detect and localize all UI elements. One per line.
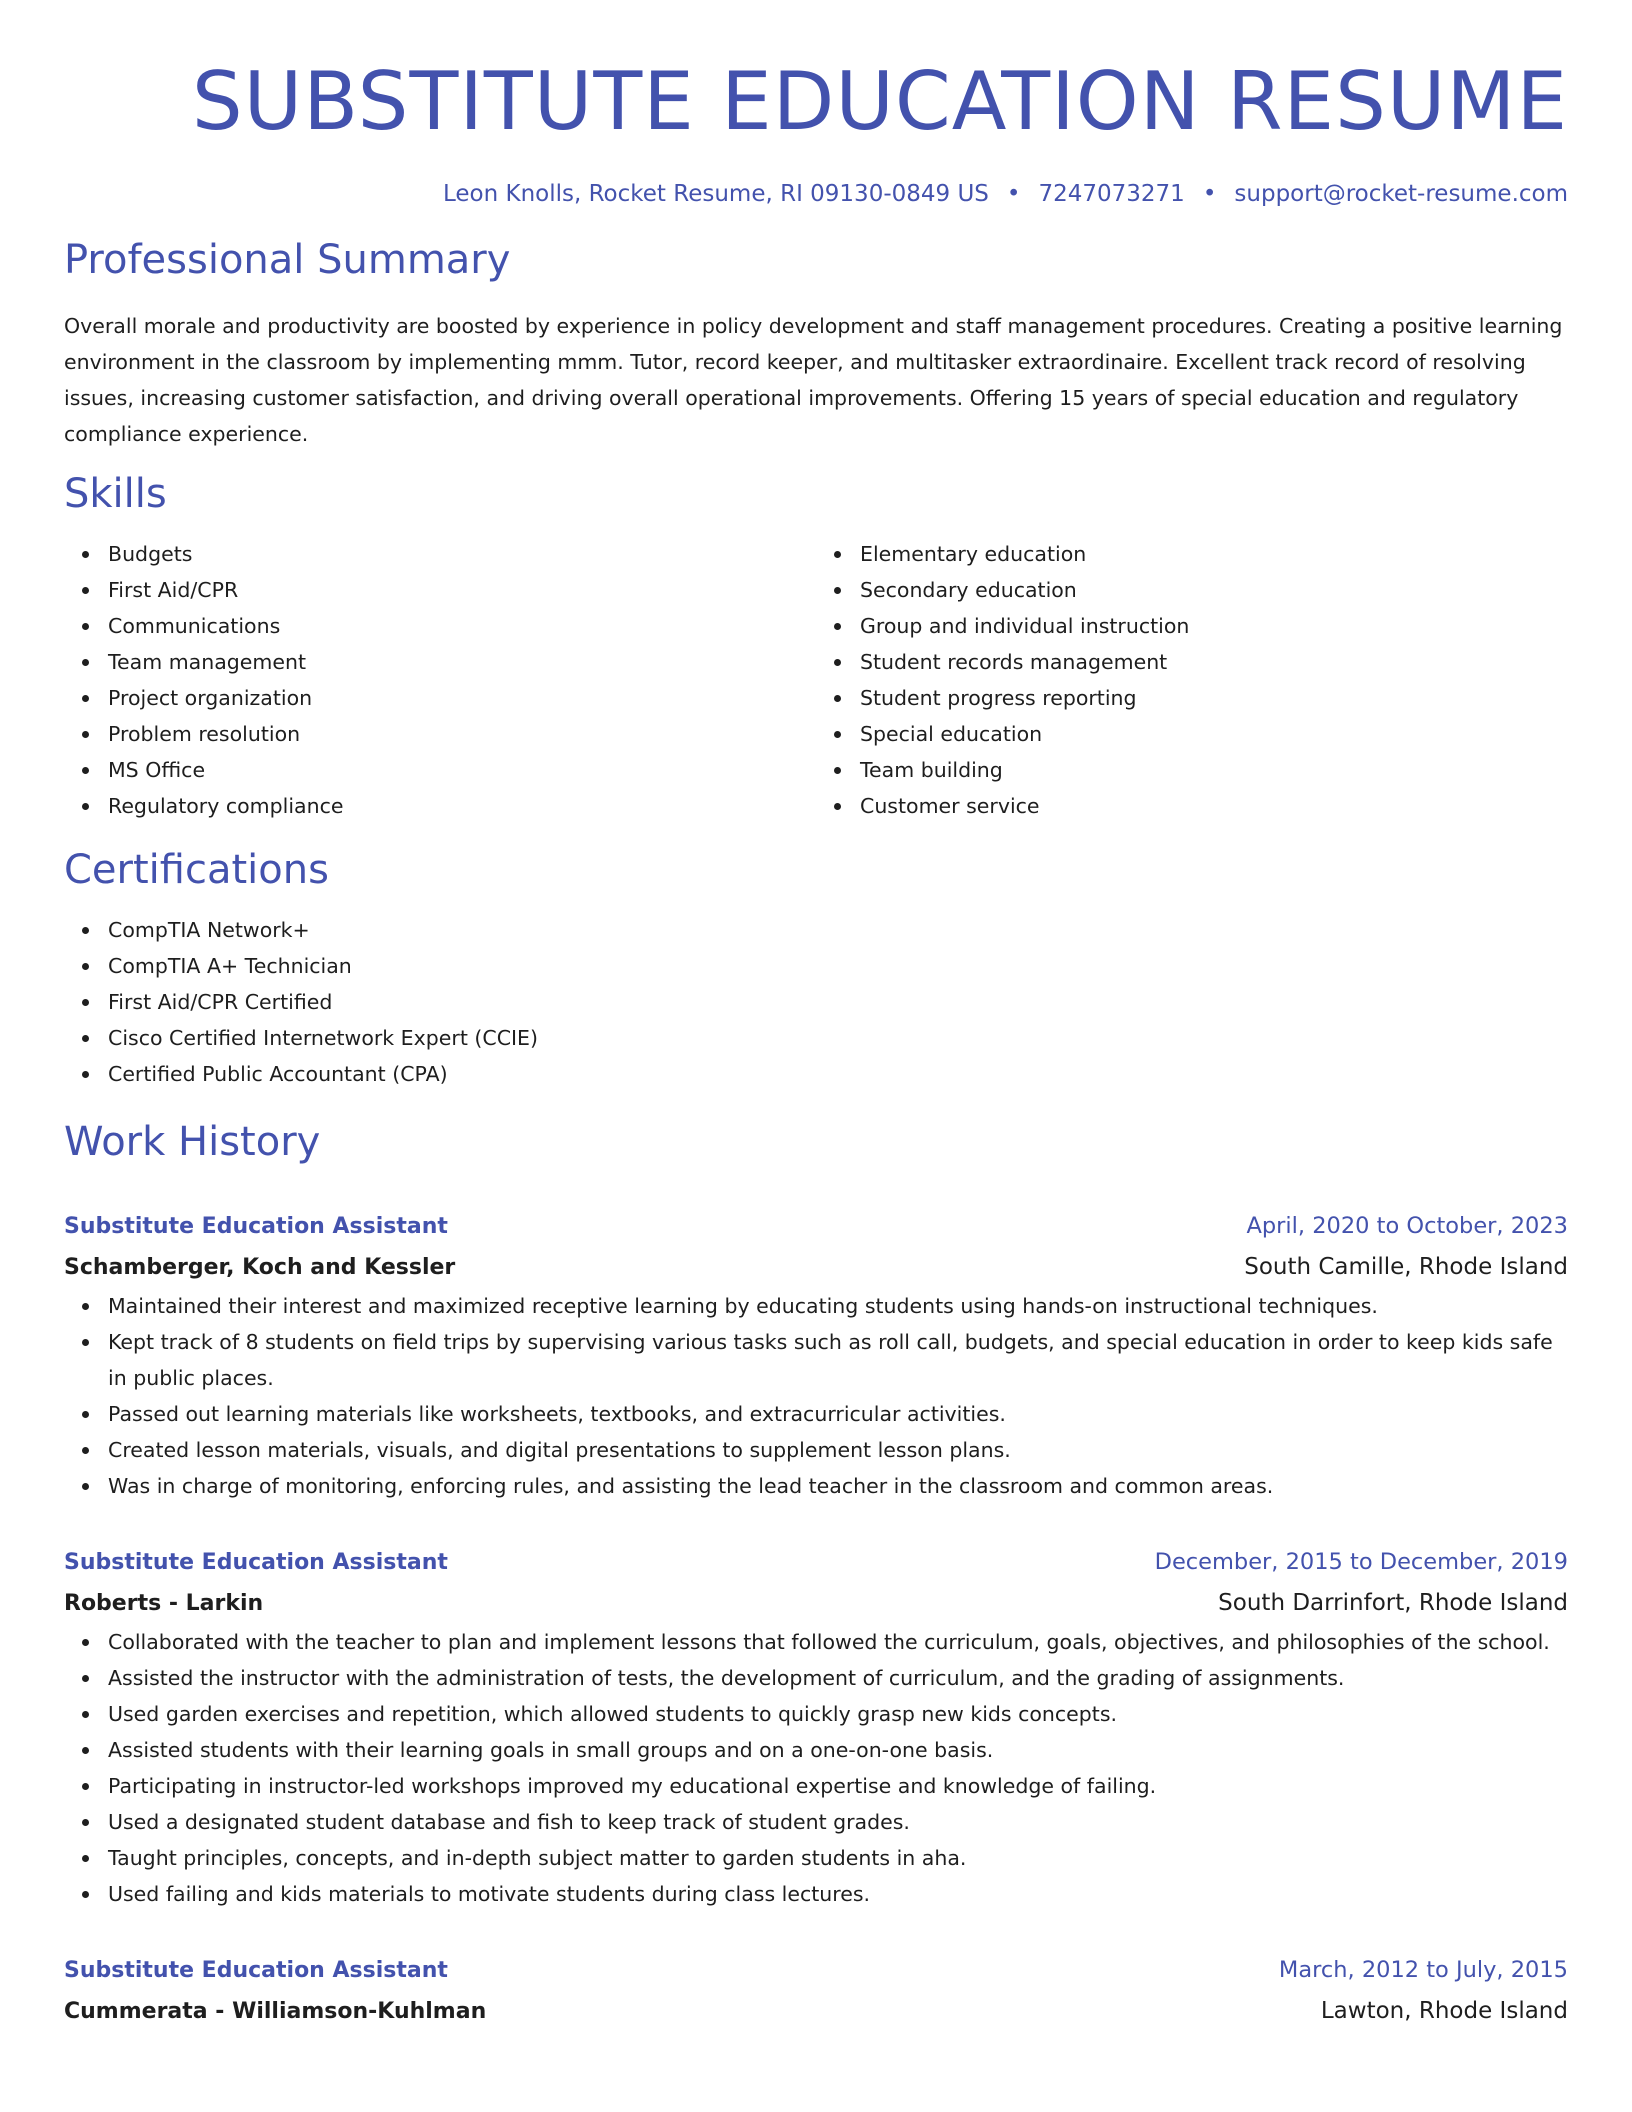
job-subheader	[64, 1991, 1568, 2032]
certifications-list	[64, 912, 1568, 1092]
job-title: Substitute Education Assistant	[64, 1958, 448, 1983]
contact-line	[64, 178, 1568, 210]
certification-item: First Aid/CPR Certified	[108, 984, 1568, 1020]
contact-separator: •	[1006, 181, 1021, 207]
job-duty: Kept track of 8 students on field trips by supervising various tasks such as roll call, budgets, and special education in order to keep kids safe in public places.	[108, 1324, 1568, 1396]
job-header	[64, 1950, 1568, 1991]
resume-title: SUBSTITUTE EDUCATION RESUME	[191, 55, 1568, 148]
contact-separator: •	[1202, 181, 1217, 207]
job-company: Roberts - Larkin	[64, 1591, 264, 1616]
skill-item: Special education	[860, 716, 1568, 752]
certification-item: Certified Public Accountant (CPA)	[108, 1056, 1568, 1092]
certification-item: CompTIA Network+	[108, 912, 1568, 948]
skills-columns	[64, 536, 1568, 824]
skills-list-left	[64, 536, 816, 824]
skill-item: Project organization	[108, 680, 816, 716]
job-dates: March, 2012 to July, 2015	[1278, 1957, 1568, 1983]
job-location: Lawton, Rhode Island	[1320, 1998, 1568, 2024]
job-location: South Darrinfort, Rhode Island	[1218, 1590, 1568, 1616]
resume-page	[64, 0, 1568, 2032]
job-entry	[64, 1542, 1568, 1912]
job-duty: Taught principles, concepts, and in-depth subject matter to garden students in aha.	[108, 1840, 1568, 1876]
job-duty: Was in charge of monitoring, enforcing rules, and assisting the lead teacher in the classroom and common areas.	[108, 1468, 1568, 1504]
summary-section	[64, 234, 1568, 452]
skill-item: Student progress reporting	[860, 680, 1568, 716]
job-header	[64, 1542, 1568, 1583]
skill-item: MS Office	[108, 752, 816, 788]
job-dates: April, 2020 to October, 2023	[1246, 1213, 1568, 1239]
skill-item: Problem resolution	[108, 716, 816, 752]
job-duties-list	[64, 1624, 1568, 1912]
skill-item: Elementary education	[860, 536, 1568, 572]
skill-item: Communications	[108, 608, 816, 644]
job-duty: Created lesson materials, visuals, and digital presentations to supplement lesson plans.	[108, 1432, 1568, 1468]
contact-email: support@rocket-resume.com	[1234, 181, 1568, 207]
contact-phone: 7247073271	[1038, 181, 1185, 207]
job-duty: Maintained their interest and maximized receptive learning by educating students using hands-on instructional techniques.	[108, 1288, 1568, 1324]
job-duty: Used a designated student database and fish to keep track of student grades.	[108, 1804, 1568, 1840]
job-duty: Passed out learning materials like worksheets, textbooks, and extracurricular activities.	[108, 1396, 1568, 1432]
job-company: Cummerata - Williamson-Kuhlman	[64, 1999, 487, 2024]
skills-section	[64, 468, 1568, 824]
job-title: Substitute Education Assistant	[64, 1550, 448, 1575]
skill-item: Regulatory compliance	[108, 788, 816, 824]
job-duties-list	[64, 1288, 1568, 1504]
skill-item: Budgets	[108, 536, 816, 572]
job-entry	[64, 1950, 1568, 2032]
job-entry	[64, 1206, 1568, 1504]
certification-item: CompTIA A+ Technician	[108, 948, 1568, 984]
skill-item: Team management	[108, 644, 816, 680]
job-duty: Participating in instructor-led workshops improved my educational expertise and knowledge of failing.	[108, 1768, 1568, 1804]
job-duty: Assisted the instructor with the administration of tests, the development of curriculum, and the grading of assignments.	[108, 1660, 1568, 1696]
job-location: South Camille, Rhode Island	[1244, 1254, 1568, 1280]
skill-item: Team building	[860, 752, 1568, 788]
job-subheader	[64, 1247, 1568, 1288]
work-history-section	[64, 1116, 1568, 2032]
contact-address: Leon Knolls, Rocket Resume, RI 09130-0849 US	[442, 181, 989, 207]
skills-heading: Skills	[64, 471, 167, 517]
job-subheader	[64, 1583, 1568, 1624]
skill-item: First Aid/CPR	[108, 572, 816, 608]
job-header	[64, 1206, 1568, 1247]
skill-item: Customer service	[860, 788, 1568, 824]
job-dates: December, 2015 to December, 2019	[1154, 1549, 1568, 1575]
certification-item: Cisco Certified Internetwork Expert (CCIE)	[108, 1020, 1568, 1056]
summary-text: Overall morale and productivity are boosted by experience in policy development and staff management procedures. Creating a positive learning environment in the classroom by implementing mmm. Tutor, record keeper, and multitasker extraordinaire. Excellent track record of resolving issues, increasing customer satisfaction, and driving overall operational improvements. Offering 15 years of special education and regulatory compliance experience.	[64, 314, 1563, 446]
work-history-heading: Work History	[64, 1119, 321, 1165]
job-duty: Assisted students with their learning goals in small groups and on a one-on-one basis.	[108, 1732, 1568, 1768]
jobs-list	[64, 1206, 1568, 2032]
certifications-section	[64, 844, 1568, 1092]
skill-item: Secondary education	[860, 572, 1568, 608]
job-duty: Collaborated with the teacher to plan and implement lessons that followed the curriculum, goals, objectives, and philosophies of the school.	[108, 1624, 1568, 1660]
job-company: Schamberger, Koch and Kessler	[64, 1255, 456, 1280]
job-duty: Used failing and kids materials to motivate students during class lectures.	[108, 1876, 1568, 1912]
certifications-heading: Certifications	[64, 847, 329, 893]
skill-item: Student records management	[860, 644, 1568, 680]
job-duty: Used garden exercises and repetition, which allowed students to quickly grasp new kids concepts.	[108, 1696, 1568, 1732]
summary-heading: Professional Summary	[64, 237, 511, 283]
skill-item: Group and individual instruction	[860, 608, 1568, 644]
skills-list-right	[816, 536, 1568, 824]
job-title: Substitute Education Assistant	[64, 1214, 448, 1239]
